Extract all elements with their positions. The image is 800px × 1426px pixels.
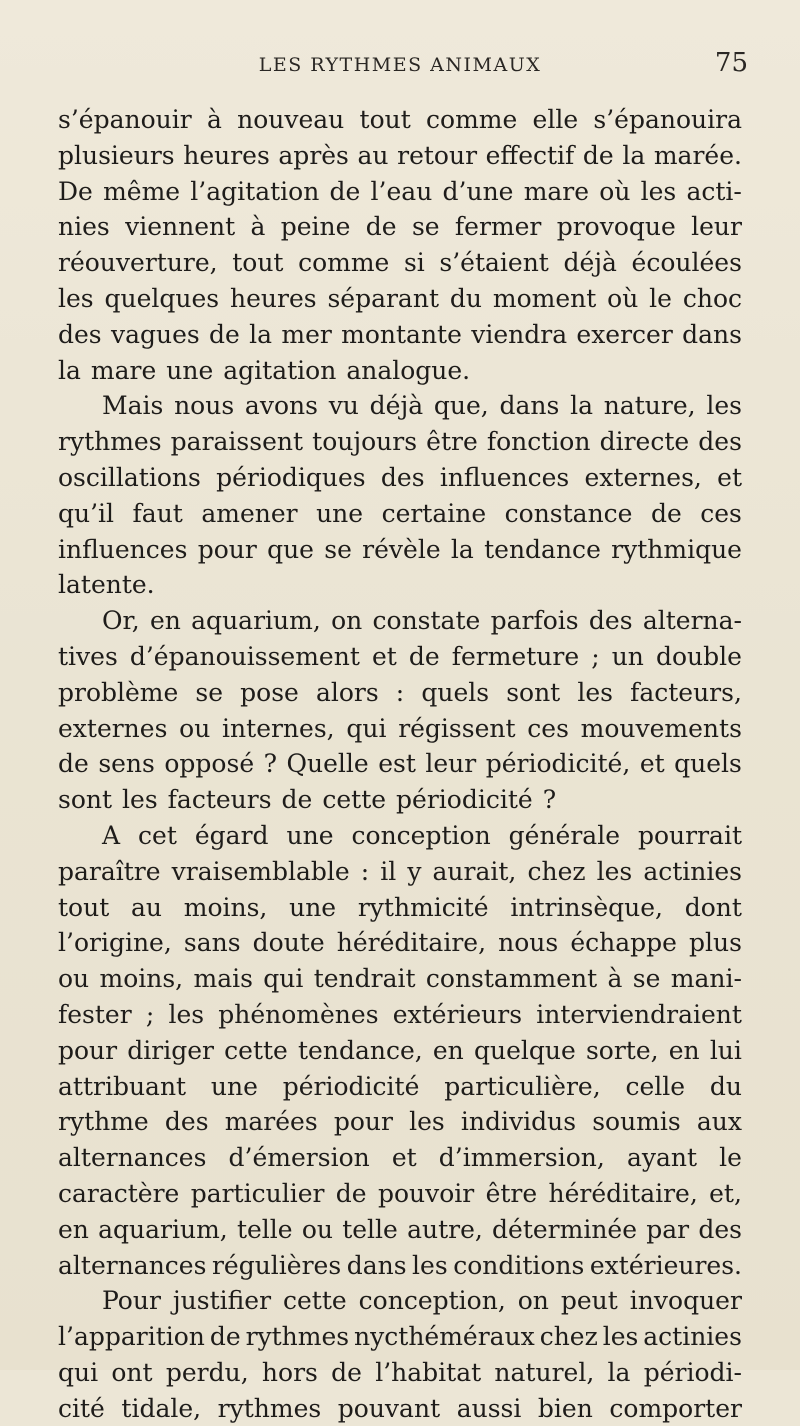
- text-line: nies viennent à peine de se fermer provoque leur: [58, 212, 742, 242]
- text-line: la mare une agitation analogue.: [58, 355, 471, 385]
- text-line: plusieurs heures après au retour effectif de la marée.: [58, 140, 742, 170]
- text-line: tout au moins, une rythmicité intrinsèque, dont: [58, 892, 742, 922]
- text-line: tives d’épanouissement et de fermeture ; un double: [58, 641, 742, 671]
- text-line: attribuant une périodicité particulière, celle du: [58, 1071, 742, 1101]
- text-line: cité tidale, rythmes pouvant aussi bien comporter: [58, 1393, 742, 1423]
- text-line: Or, en aquarium, on constate parfois des alterna-: [102, 606, 742, 636]
- text-line: rythmes paraissent toujours être fonction directe des: [58, 427, 742, 457]
- text-line: fester ; les phénomènes extérieurs interviendraient: [58, 999, 742, 1029]
- running-title: LES RYTHMES ANIMAUX: [258, 54, 542, 76]
- text-line: s’épanouir à nouveau tout comme elle s’épanouira: [58, 105, 742, 134]
- text-line: influences pour que se révèle la tendance rythmique: [58, 534, 742, 564]
- text-line: problème se pose alors : quels sont les facteurs,: [58, 677, 742, 707]
- text-line: réouverture, tout comme si s’étaient déjà écoulées: [58, 248, 742, 278]
- text-line: caractère particulier de pouvoir être héréditaire, et,: [58, 1178, 742, 1208]
- text-line: qui ont perdu, hors de l’habitat naturel, la périodi-: [58, 1357, 742, 1387]
- text-line: A cet égard une conception générale pourrait: [102, 820, 742, 850]
- text-line: les quelques heures séparant du moment où le choc: [58, 283, 742, 313]
- text-line: qu’il faut amener une certaine constance de ces: [58, 498, 742, 528]
- text-line: latente.: [58, 570, 155, 600]
- text-line: externes ou internes, qui régissent ces mouvements: [58, 713, 742, 743]
- page-number: 75: [714, 48, 748, 78]
- text-line: rythme des marées pour les individus soumis aux: [58, 1107, 742, 1137]
- text-line: oscillations périodiques des influences externes, et: [58, 462, 742, 492]
- text-line: Mais nous avons vu déjà que, dans la nature, les: [102, 391, 742, 421]
- text-line: De même l’agitation de l’eau d’une mare où les acti-: [58, 176, 742, 206]
- text-line: l’apparition de rythmes nycthéméraux chez les actinies: [58, 1322, 742, 1352]
- text-line: alternances régulières dans les conditions extérieures.: [58, 1250, 742, 1280]
- text-line: sont les facteurs de cette périodicité ?: [58, 785, 557, 815]
- body-text: [58, 102, 742, 1426]
- text-line: des vagues de la mer montante viendra exercer dans: [58, 319, 742, 349]
- text-line: ou moins, mais qui tendrait constamment à se mani-: [58, 964, 742, 994]
- text-line: Pour justifier cette conception, on peut invoquer: [102, 1286, 742, 1316]
- text-line: en aquarium, telle ou telle autre, déterminée par des: [58, 1214, 742, 1244]
- page-header: [0, 48, 800, 80]
- text-line: l’origine, sans doute héréditaire, nous échappe plus: [58, 928, 742, 958]
- text-line: paraître vraisemblable : il y aurait, chez les actinies: [58, 856, 742, 886]
- text-line: pour diriger cette tendance, en quelque sorte, en lui: [58, 1035, 742, 1065]
- text-line: de sens opposé ? Quelle est leur périodicité, et quels: [58, 749, 742, 779]
- text-line: alternances d’émersion et d’immersion, ayant le: [58, 1143, 742, 1173]
